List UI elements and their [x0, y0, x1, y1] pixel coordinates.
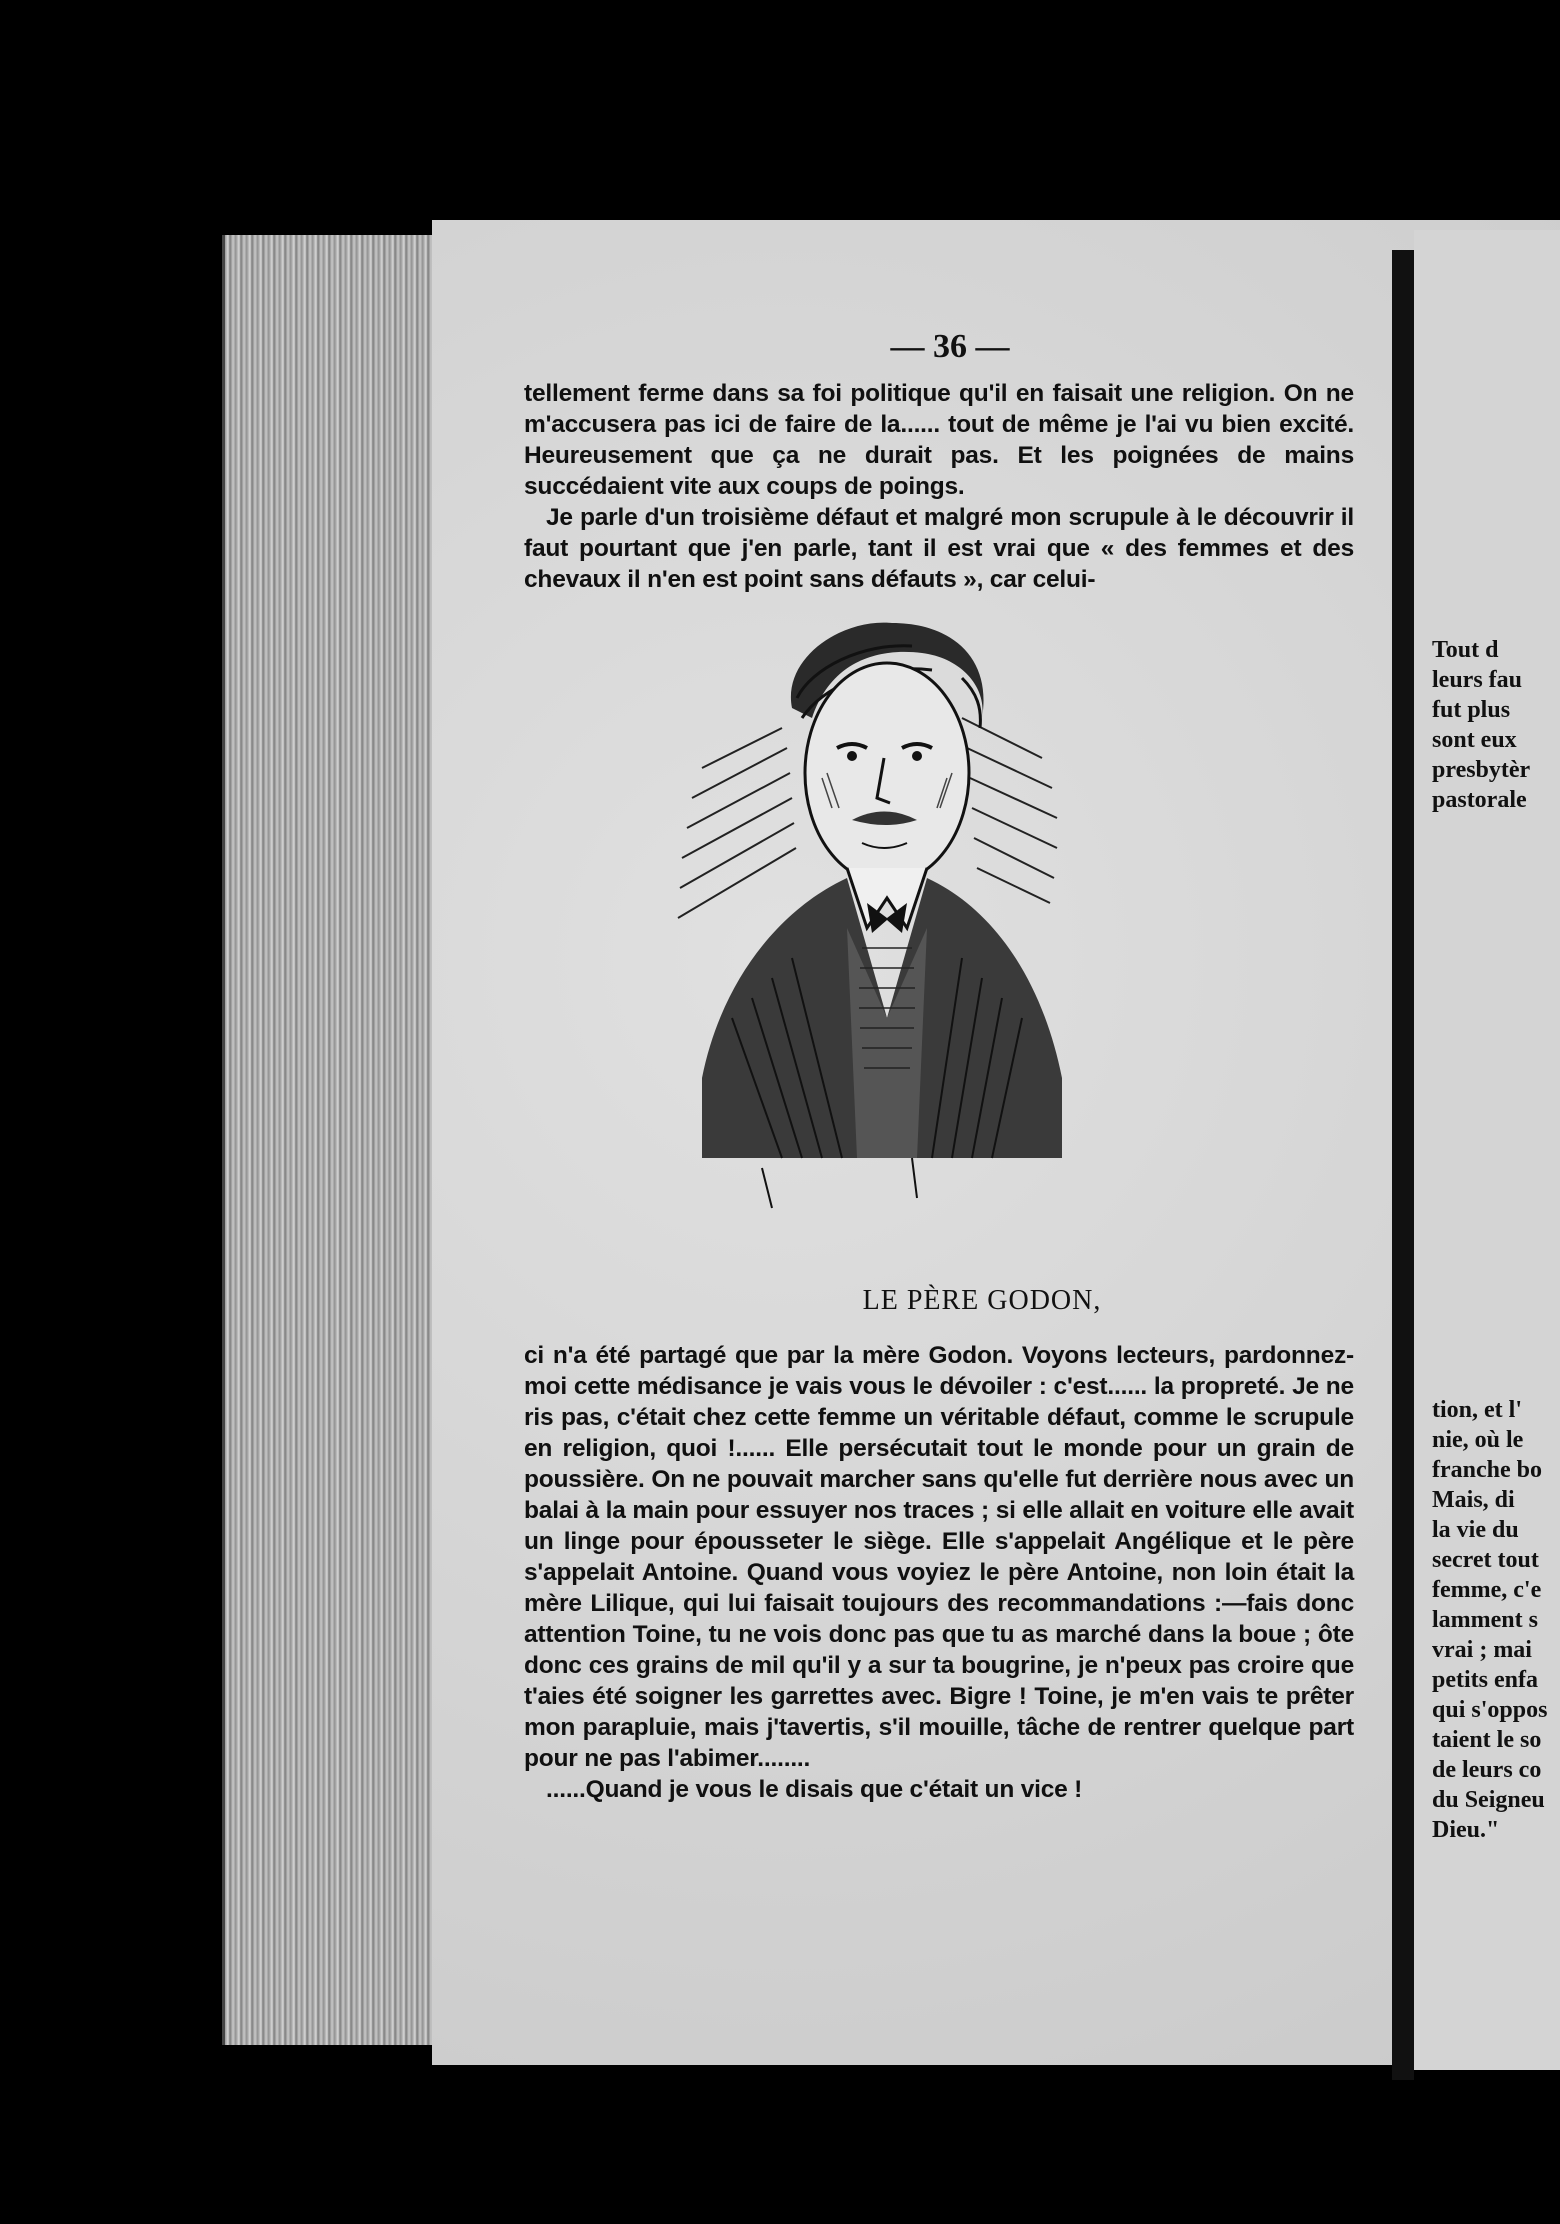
- right-page-bottom-text: [1432, 1395, 1560, 1845]
- right-line: femme, c'e: [1432, 1577, 1542, 1603]
- paragraph: ......Quand je vous le disais que c'était un vice !: [546, 1776, 1083, 1803]
- top-text-block: [524, 378, 1354, 595]
- right-line: secret tout: [1432, 1547, 1539, 1573]
- right-line: leurs fau: [1432, 667, 1522, 693]
- right-line: lamment s: [1432, 1607, 1538, 1633]
- portrait-caption: LE PÈRE GODON,: [862, 1285, 1102, 1316]
- right-line: sont eux: [1432, 727, 1517, 753]
- right-line: Mais, di: [1432, 1487, 1515, 1513]
- book-gutter: [1392, 250, 1414, 2080]
- right-line: tion, et l': [1432, 1397, 1522, 1423]
- paragraph: Je parle d'un troisième défaut et malgré mon scrupule à le découvrir il faut pourtant que j'en parle, tant il est vrai que « des femmes et des chevaux il n'en est point sans défauts », car celui-: [524, 504, 1354, 593]
- paragraph: ci n'a été partagé que par la mère Godon. Voyons lecteurs, pardonnez-moi cette médisance je vais vous le dévoiler : c'est...... la propreté. Je ne ris pas, c'était chez cette femme un véritable défaut, comme le scrupule en religion, quoi !...... Elle persécutait tout le monde pour un grain de poussière. On ne pouvait marcher sans qu'elle fut derrière nous avec un balai à la main pour essuyer nos traces ; si elle allait en voiture elle avait un linge pour épousseter le siège. Elle s'appelait Angélique et le père s'appelait Antoine. Quand vous voyiez le père Antoine, non loin était la mère Lilique, qui lui faisait toujours des recommandations :—fais donc attention Toine, tu ne vois donc pas que tu as marché dans la boue ; ôte donc ces grains de mil qu'il y a sur ta bougrine, je n'peux pas croire que t'aies été soigner les garrettes avec. Bigre ! Toine, je m'en vais te prêter mon parapluie, mais j'tavertis, s'il mouille, tâche de rentrer quelque part pour ne pas l'abimer........: [524, 1342, 1354, 1772]
- right-line: nie, où le: [1432, 1427, 1524, 1453]
- right-line: Tout d: [1432, 637, 1499, 663]
- bottom-text-block: [524, 1340, 1354, 1805]
- right-line: presbytèr: [1432, 757, 1531, 783]
- page-edges: [222, 235, 445, 2045]
- right-line: petits enfa: [1432, 1667, 1538, 1693]
- portrait-engraving: [662, 598, 1082, 1238]
- right-line: qui s'oppos: [1432, 1697, 1548, 1723]
- right-line: fut plus: [1432, 697, 1511, 723]
- right-line: vrai ; mai: [1432, 1637, 1532, 1663]
- right-line: Dieu.": [1432, 1817, 1500, 1843]
- right-line: franche bo: [1432, 1457, 1542, 1483]
- right-line: taient le so: [1432, 1727, 1542, 1753]
- right-line: pastorale: [1432, 787, 1527, 813]
- right-page-top-text: [1432, 635, 1560, 815]
- right-line: la vie du: [1432, 1517, 1519, 1543]
- right-line: de leurs co: [1432, 1757, 1542, 1783]
- page-number: — 36 —: [890, 328, 1010, 365]
- open-book: [222, 210, 1560, 2080]
- right-line: du Seigneu: [1432, 1787, 1545, 1813]
- paragraph: tellement ferme dans sa foi politique qu'il en faisait une religion. On ne m'accusera pas ici de faire de la...... tout de même je l'ai vu bien excité. Heureusement que ça ne durait pas. Et les poignées de mains succédaient vite aux coups de poings.: [524, 380, 1354, 500]
- right-page: [1414, 230, 1560, 2070]
